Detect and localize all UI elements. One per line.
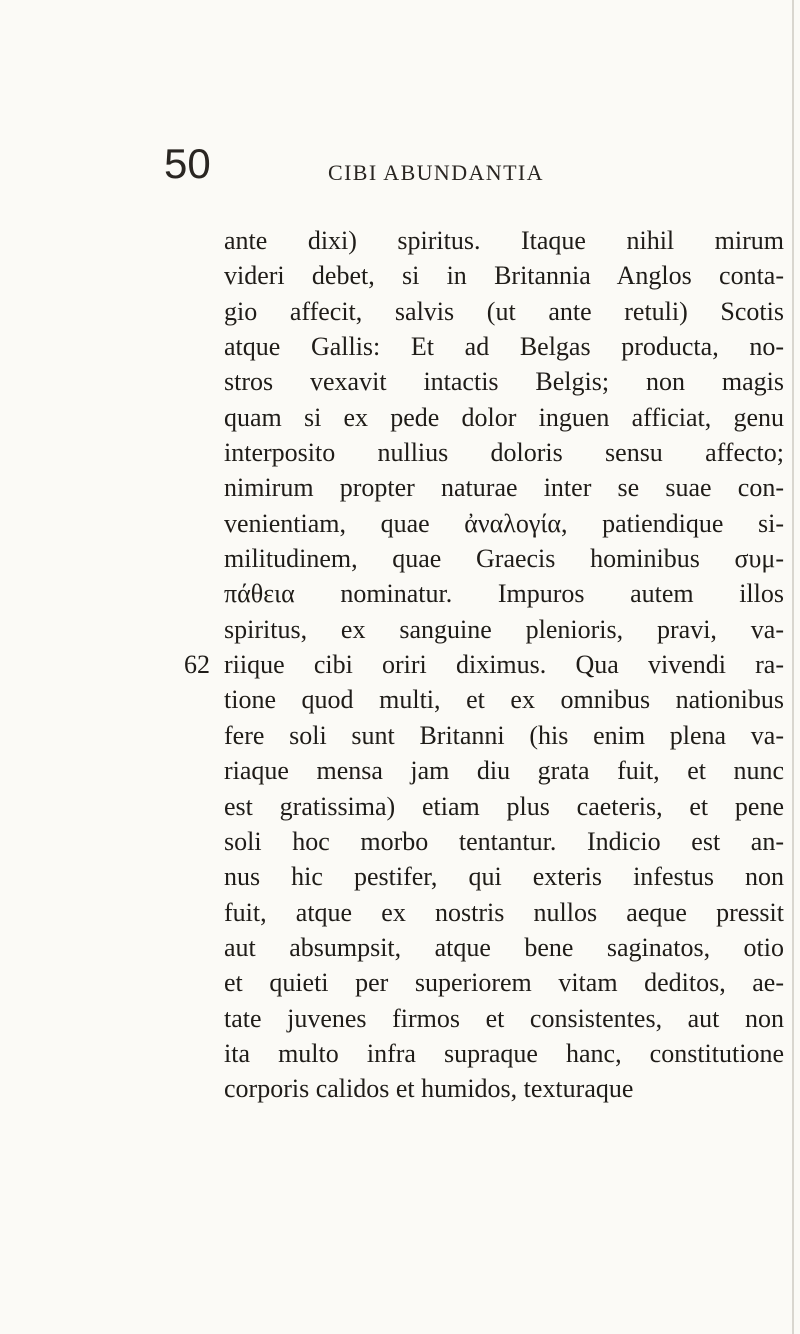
text-line-11: πάθεια nominatur. Impuros autem illos <box>224 579 784 609</box>
text-line-24: ita multo infra supraque hanc, constitutione <box>224 1038 784 1068</box>
text-line-3: gio affecit, salvis (ut ante retuli) Scotis <box>224 296 784 326</box>
text-line-10: militudinem, quae Graecis hominibus συμ- <box>224 544 784 574</box>
text-line-5: stros vexavit intactis Belgis; non magis <box>224 367 784 397</box>
text-line-18: soli hoc morbo tentantur. Indicio est an- <box>224 826 784 856</box>
text-line-6: quam si ex pede dolor inguen afficiat, genu <box>224 402 784 432</box>
text-line-1: ante dixi) spiritus. Itaque nihil mirum <box>224 226 784 255</box>
text-line-19: nus hic pestifer, qui exteris infestus non <box>224 862 784 892</box>
text-line-2: videri debet, si in Britannia Anglos conta- <box>224 261 784 291</box>
text-line-13: riique cibi oriri diximus. Qua vivendi ra- <box>224 650 784 680</box>
text-line-15: fere soli sunt Britanni (his enim plena va- <box>224 720 784 750</box>
text-line-7: interposito nullius doloris sensu affecto; <box>224 438 784 468</box>
text-line-12: spiritus, ex sanguine plenioris, pravi, va- <box>224 614 784 644</box>
text-line-8: nimirum propter naturae inter se suae con- <box>224 473 784 503</box>
text-line-23: tate juvenes firmos et consistentes, aut non <box>224 1003 784 1033</box>
text-line-21: aut absumpsit, atque bene saginatos, otio <box>224 932 784 962</box>
text-line-4: atque Gallis: Et ad Belgas producta, no- <box>224 332 784 362</box>
text-line-25: corporis calidos et humidos, texturaque <box>224 1074 634 1104</box>
margin-note-number: 62 <box>184 650 210 680</box>
margin-note-row <box>184 647 784 682</box>
text-line-17: est gratissima) etiam plus caeteris, et pene <box>224 791 784 821</box>
page-edge-shadow <box>792 0 794 1334</box>
text-line-20: fuit, atque ex nostris nullos aeque pressit <box>224 897 784 927</box>
text-line-9: venientiam, quae ἀναλογία, patiendique si- <box>224 508 784 538</box>
body-text <box>184 223 784 1107</box>
text-line-16: riaque mensa jam diu grata fuit, et nunc <box>224 756 784 786</box>
page-number: 50 <box>164 140 211 187</box>
text-line-14: tione quod multi, et ex omnibus nationibus <box>224 685 784 715</box>
text-line-22: et quieti per superiorem vitam deditos, ae- <box>224 968 784 998</box>
running-head: CIBI ABUNDANTIA <box>328 160 544 185</box>
